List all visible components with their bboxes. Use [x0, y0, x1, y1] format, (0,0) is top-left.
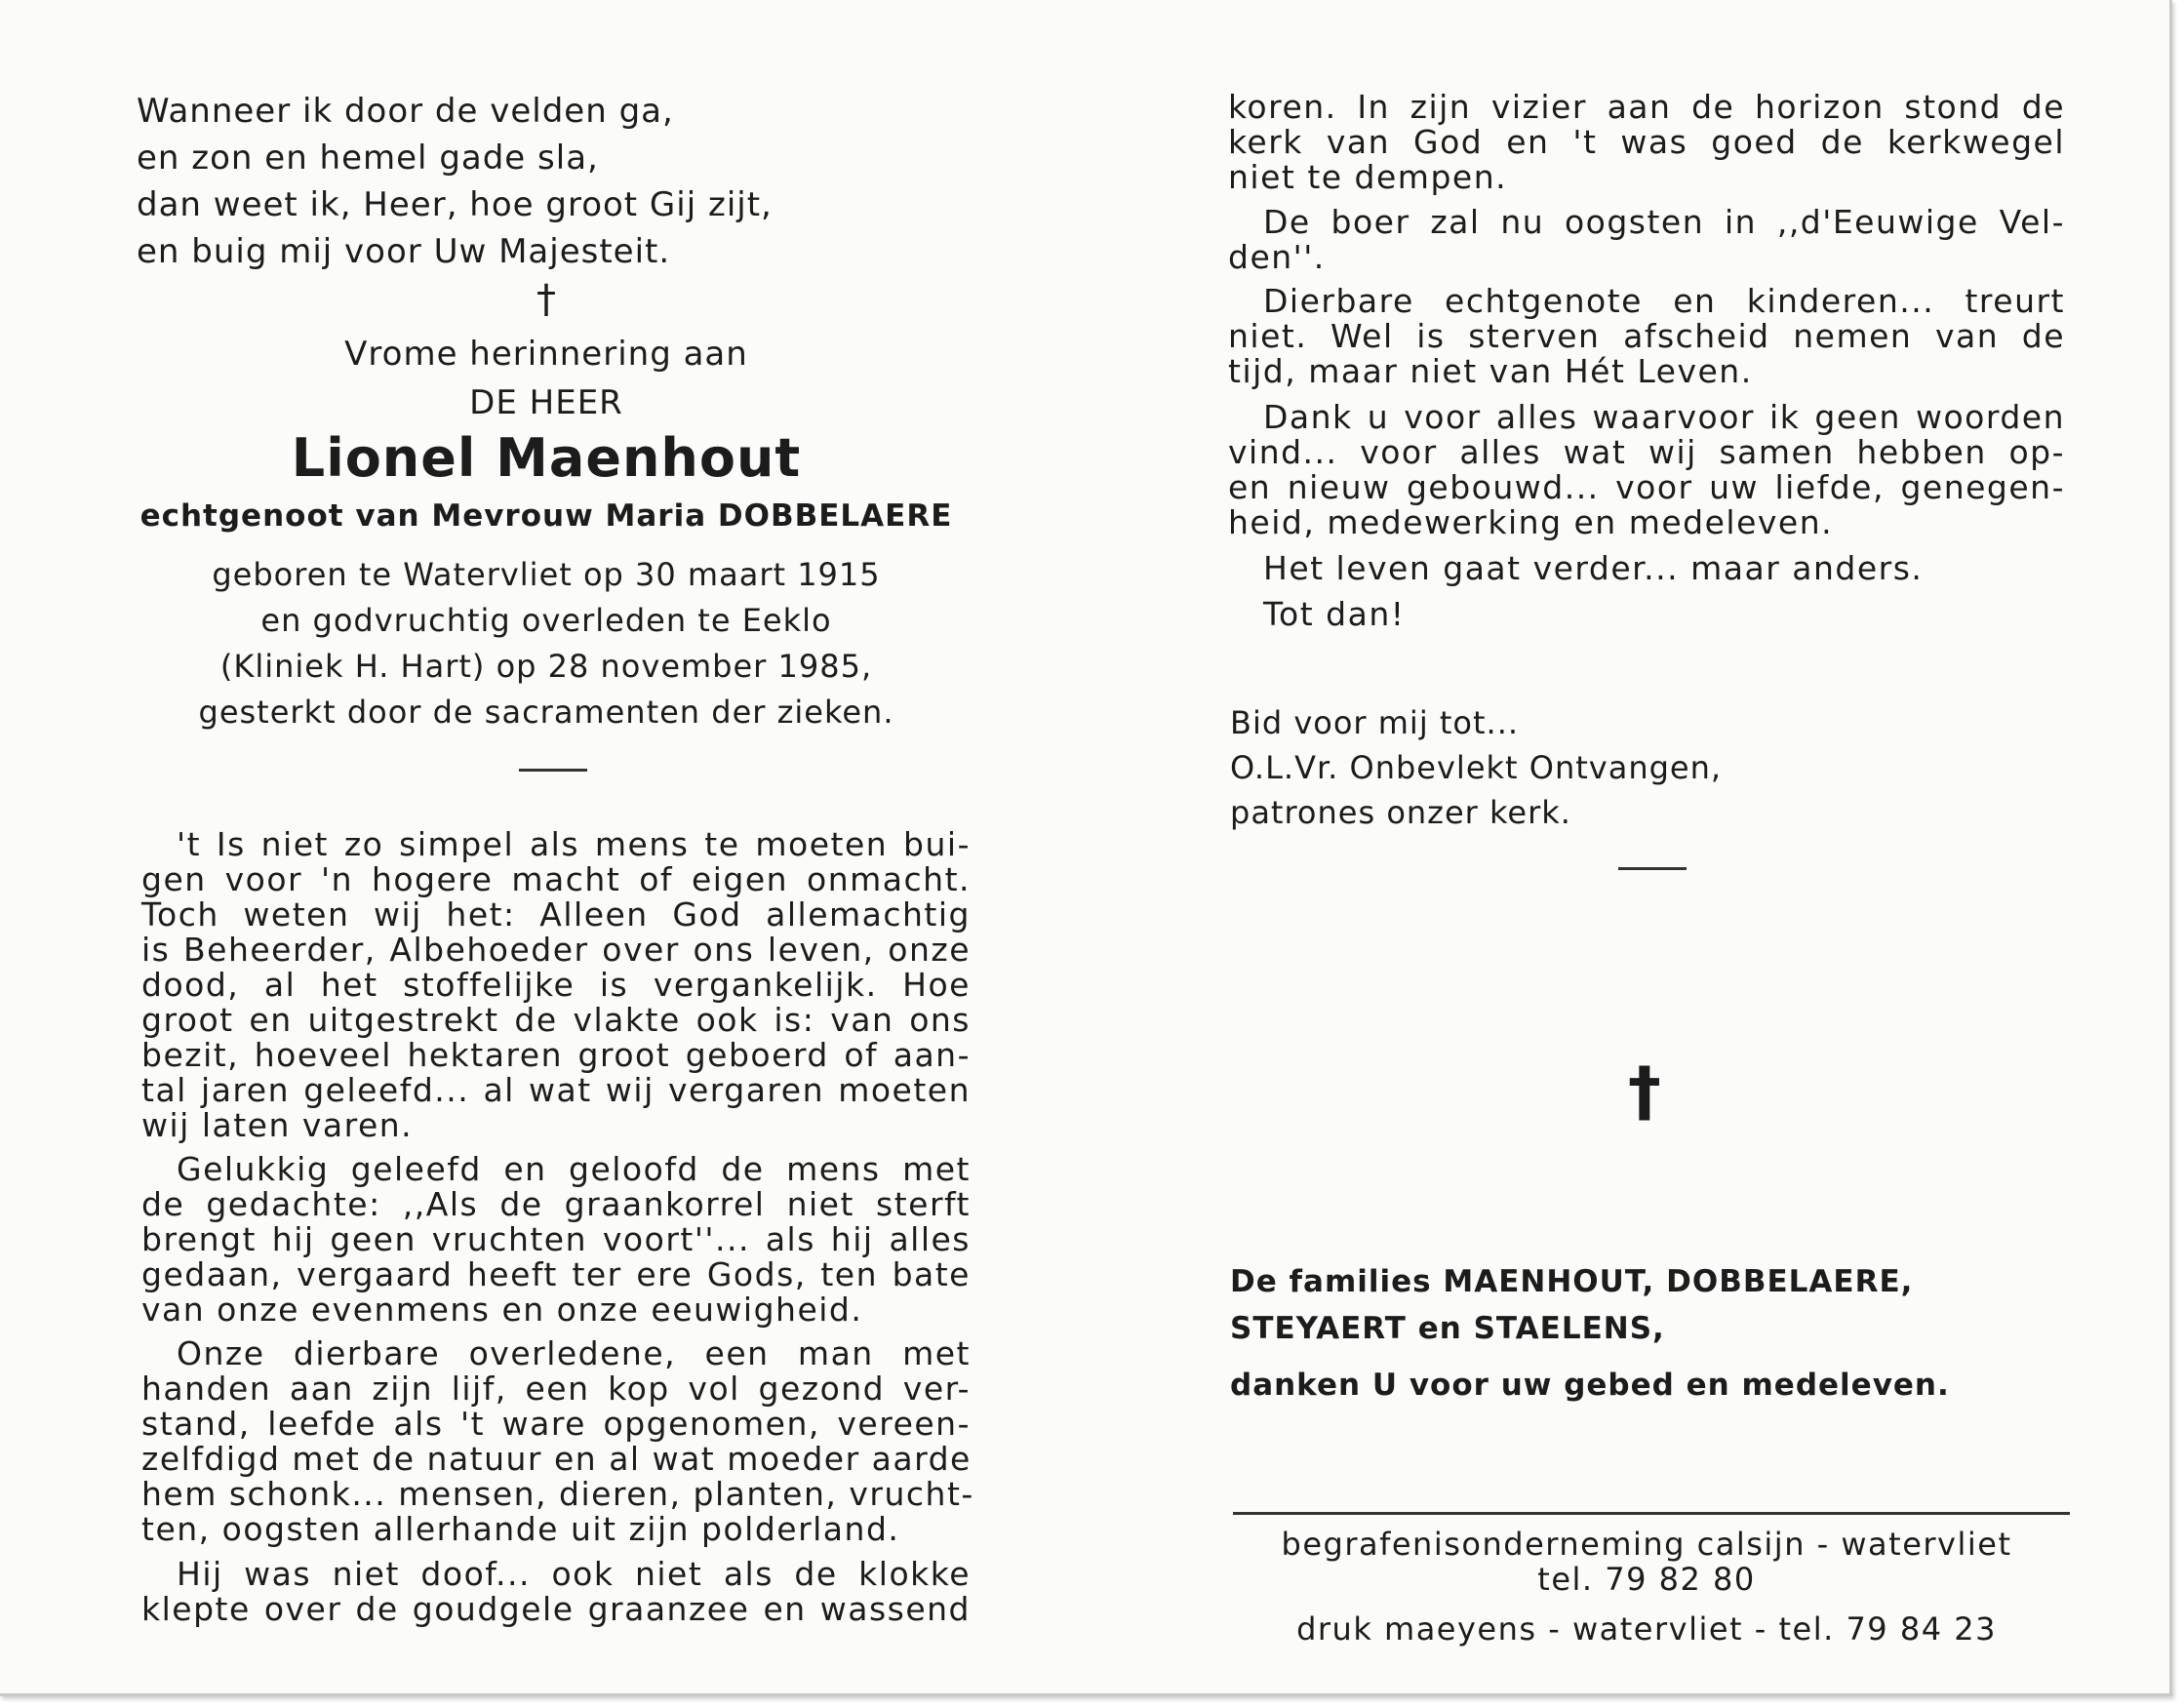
text-paragraph — [1228, 284, 2065, 389]
text-line: Tot dan! — [1263, 595, 1406, 633]
text-paragraph — [1228, 90, 2065, 195]
undertaker-phone: tel. 79 82 80 — [1537, 1561, 1756, 1598]
poem-line: dan weet ik, Heer, hoe groot Gij zijt, — [137, 185, 773, 224]
cross-icon: † — [536, 277, 556, 322]
text-line: tijd, maar niet van Hét Leven. — [1228, 352, 1753, 390]
divider-dash — [1618, 867, 1687, 870]
text-line: dood, al het stoffelijke is vergankelijk. Hoe — [141, 966, 971, 1004]
text-line: kerk van God en 't was goed de kerkwegel — [1228, 123, 2065, 161]
opening-poem — [137, 88, 773, 275]
divider-dash — [519, 769, 587, 772]
text-line: koren. In zijn vizier aan de horizon stond de — [1228, 88, 2065, 126]
text-line: groot en uitgestrekt de vlakte ook is: van ons — [141, 1001, 971, 1039]
bio-line: (Kliniek H. Hart) op 28 november 1985, — [219, 648, 873, 685]
family-thanks — [1230, 1258, 1950, 1409]
text-line: Hij was niet doof... ook niet als de klokke — [177, 1555, 971, 1593]
text-line: zelfdigd met de natuur en al wat moeder aarde — [141, 1440, 972, 1478]
prayer-invocation — [1230, 700, 1722, 835]
undertaker-name: begrafenisonderneming calsijn - watervliet — [1281, 1526, 2012, 1563]
text-line: handen aan zijn lijf, een kop vol gezond ver- — [141, 1370, 971, 1408]
memory-heading: Vrome herinnering aan — [344, 335, 748, 374]
text-line: gen voor 'n hogere macht of eigen onmacht. — [141, 860, 971, 898]
poem-line: Wanneer ik door de velden ga, — [137, 92, 674, 131]
honorific-title: DE HEER — [469, 383, 623, 422]
text-paragraph — [141, 1152, 971, 1328]
text-line: bezit, hoeveel hektaren groot geboerd of aan- — [141, 1036, 971, 1074]
bio-line: gesterkt door de sacramenten der zieken. — [198, 694, 894, 731]
text-line: brengt hij geen vruchten voort''... als hij alles — [141, 1220, 971, 1258]
prayer-line: patrones onzer kerk. — [1230, 794, 1571, 831]
printer-info: druk maeyens - watervliet - tel. 79 84 23 — [1296, 1610, 1997, 1648]
bio-line: geboren te Watervliet op 30 maart 1915 — [212, 556, 881, 593]
undertaker-info — [1228, 1527, 2065, 1597]
thanks-line: De families MAENHOUT, DOBBELAERE, — [1230, 1264, 1914, 1299]
spouse-line: echtgenoot van Mevrouw Maria DOBBELAERE — [139, 498, 953, 534]
text-paragraph — [1228, 597, 2065, 632]
text-line: den''. — [1228, 238, 1326, 276]
text-line: wij laten varen. — [141, 1106, 414, 1144]
biography — [137, 552, 956, 735]
poem-line: en zon en hemel gade sla, — [137, 139, 599, 178]
poem-line: en buig mij voor Uw Majesteit. — [137, 232, 671, 271]
text-line: Het leven gaat verder... maar anders. — [1263, 549, 1924, 587]
text-line: Onze dierbare overledene, een man met — [177, 1334, 971, 1372]
text-paragraph — [141, 1334, 974, 1548]
prayer-line: O.L.Vr. Onbevlekt Ontvangen, — [1230, 749, 1723, 786]
text-line: is Beheerder, Albehoeder over ons leven, onze — [141, 931, 971, 969]
text-line: van onze evenmens en onze eeuwigheid. — [141, 1291, 863, 1329]
text-line: De boer zal nu oogsten in ,,d'Eeuwige Vel- — [1263, 203, 2065, 241]
thanks-line: danken U voor uw gebed en medeleven. — [1230, 1368, 1950, 1403]
text-line: Dank u voor alles waarvoor ik geen woorden — [1263, 398, 2065, 436]
deceased-name: Lionel Maenhout — [291, 427, 802, 489]
text-line: Dierbare echtgenote en kinderen... treurt — [1263, 282, 2065, 320]
text-line: niet te dempen. — [1228, 158, 1508, 196]
text-paragraph — [141, 1557, 971, 1627]
text-paragraph — [141, 827, 971, 1143]
text-line: klepte over de goudgele graanzee en wassend — [141, 1590, 971, 1628]
text-line: vind... voor alles wat wij samen hebben op- — [1228, 433, 2065, 471]
text-line: niet. Wel is sterven afscheid nemen van de — [1228, 317, 2065, 355]
text-line: Toch weten wij het: Alleen God allemachtig — [141, 895, 971, 933]
text-paragraph — [1228, 551, 2065, 586]
bio-line: en godvruchtig overleden te Eeklo — [260, 602, 832, 639]
text-line: heid, medewerking en medeleven. — [1228, 503, 1834, 541]
text-line: Gelukkig geleefd en geloofd de mens met — [177, 1150, 971, 1188]
text-paragraph — [1228, 205, 2065, 275]
text-paragraph — [1228, 400, 2065, 540]
text-line: en nieuw gebouwd... voor uw liefde, genegen- — [1228, 468, 2065, 506]
text-line: gedaan, vergaard heeft ter ere Gods, ten bate — [141, 1255, 971, 1293]
prayer-line: Bid voor mij tot... — [1230, 704, 1520, 741]
text-line: hem schonk... mensen, dieren, planten, vrucht- — [141, 1475, 974, 1513]
cross-icon: † — [1628, 1053, 1661, 1131]
text-line: ten, oogsten allerhande uit zijn polderland. — [141, 1510, 900, 1548]
text-line: 't Is niet zo simpel als mens te moeten bui- — [177, 825, 971, 863]
footer-rule — [1233, 1512, 2070, 1515]
text-line: de gedachte: ,,Als de graankorrel niet sterft — [141, 1185, 971, 1223]
text-line: stand, leefde als 't ware opgenomen, vereen- — [141, 1405, 971, 1443]
text-line: tal jaren geleefd... al wat wij vergaren moeten — [141, 1071, 971, 1109]
thanks-line: STEYAERT en STAELENS, — [1230, 1311, 1665, 1346]
